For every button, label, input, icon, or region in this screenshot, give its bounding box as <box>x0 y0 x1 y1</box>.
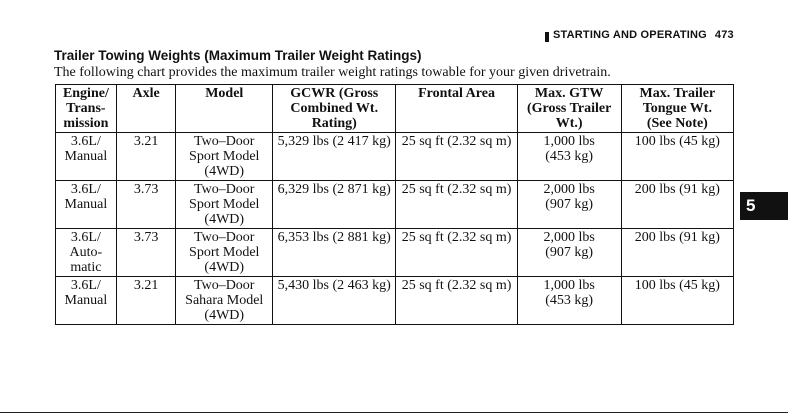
cell-model: Two–Door Sport Model (4WD) <box>176 229 273 277</box>
header-max-tongue-wt: Max. Trailer Tongue Wt. (See Note) <box>621 85 733 133</box>
cell-axle: 3.73 <box>116 229 176 277</box>
cell-model: Two–Door Sport Model (4WD) <box>176 181 273 229</box>
cell-engine: 3.6L/ Manual <box>56 277 117 325</box>
cell-gcwr: 5,430 lbs (2 463 kg) <box>273 277 396 325</box>
header-gcwr: GCWR (Gross Combined Wt. Rating) <box>273 85 396 133</box>
cell-frontal-area: 25 sq ft (2.32 sq m) <box>396 133 517 181</box>
header-max-gtw: Max. GTW (Gross Trailer Wt.) <box>517 85 621 133</box>
cell-engine: 3.6L/ Manual <box>56 181 117 229</box>
cell-axle: 3.21 <box>116 277 176 325</box>
cell-engine: 3.6L/ Auto- matic <box>56 229 117 277</box>
header-rule <box>545 32 549 42</box>
section-tab <box>740 192 788 220</box>
cell-model: Two–Door Sahara Model (4WD) <box>176 277 273 325</box>
running-header <box>553 29 734 41</box>
table-row <box>56 133 734 181</box>
cell-max-gtw: 1,000 lbs (453 kg) <box>517 133 621 181</box>
cell-max-gtw: 1,000 lbs (453 kg) <box>517 277 621 325</box>
cell-max-tongue-wt: 100 lbs (45 kg) <box>621 133 733 181</box>
cell-max-tongue-wt: 100 lbs (45 kg) <box>621 277 733 325</box>
section-name: STARTING AND OPERATING <box>553 29 707 41</box>
cell-max-tongue-wt: 200 lbs (91 kg) <box>621 229 733 277</box>
bottom-rule <box>0 412 788 413</box>
cell-frontal-area: 25 sq ft (2.32 sq m) <box>396 229 517 277</box>
cell-frontal-area: 25 sq ft (2.32 sq m) <box>396 181 517 229</box>
cell-axle: 3.21 <box>116 133 176 181</box>
table-row <box>56 277 734 325</box>
table-row <box>56 181 734 229</box>
section-title: Trailer Towing Weights (Maximum Trailer Weight Ratings) <box>54 48 422 63</box>
cell-frontal-area: 25 sq ft (2.32 sq m) <box>396 277 517 325</box>
cell-gcwr: 5,329 lbs (2 417 kg) <box>273 133 396 181</box>
header-frontal-area: Frontal Area <box>396 85 517 133</box>
table-row <box>56 229 734 277</box>
table-header-row <box>56 85 734 133</box>
page-number: 473 <box>714 29 734 41</box>
cell-gcwr: 6,353 lbs (2 881 kg) <box>273 229 396 277</box>
cell-max-gtw: 2,000 lbs (907 kg) <box>517 229 621 277</box>
cell-engine: 3.6L/ Manual <box>56 133 117 181</box>
towing-weights-table <box>55 84 734 325</box>
cell-max-tongue-wt: 200 lbs (91 kg) <box>621 181 733 229</box>
header-model: Model <box>176 85 273 133</box>
header-axle: Axle <box>116 85 176 133</box>
cell-gcwr: 6,329 lbs (2 871 kg) <box>273 181 396 229</box>
section-tab-number: 5 <box>746 196 756 215</box>
header-engine: Engine/ Trans- mission <box>56 85 117 133</box>
intro-paragraph: The following chart provides the maximum trailer weight ratings towable for your given drivetrain. <box>54 65 611 80</box>
cell-axle: 3.73 <box>116 181 176 229</box>
cell-max-gtw: 2,000 lbs (907 kg) <box>517 181 621 229</box>
cell-model: Two–Door Sport Model (4WD) <box>176 133 273 181</box>
